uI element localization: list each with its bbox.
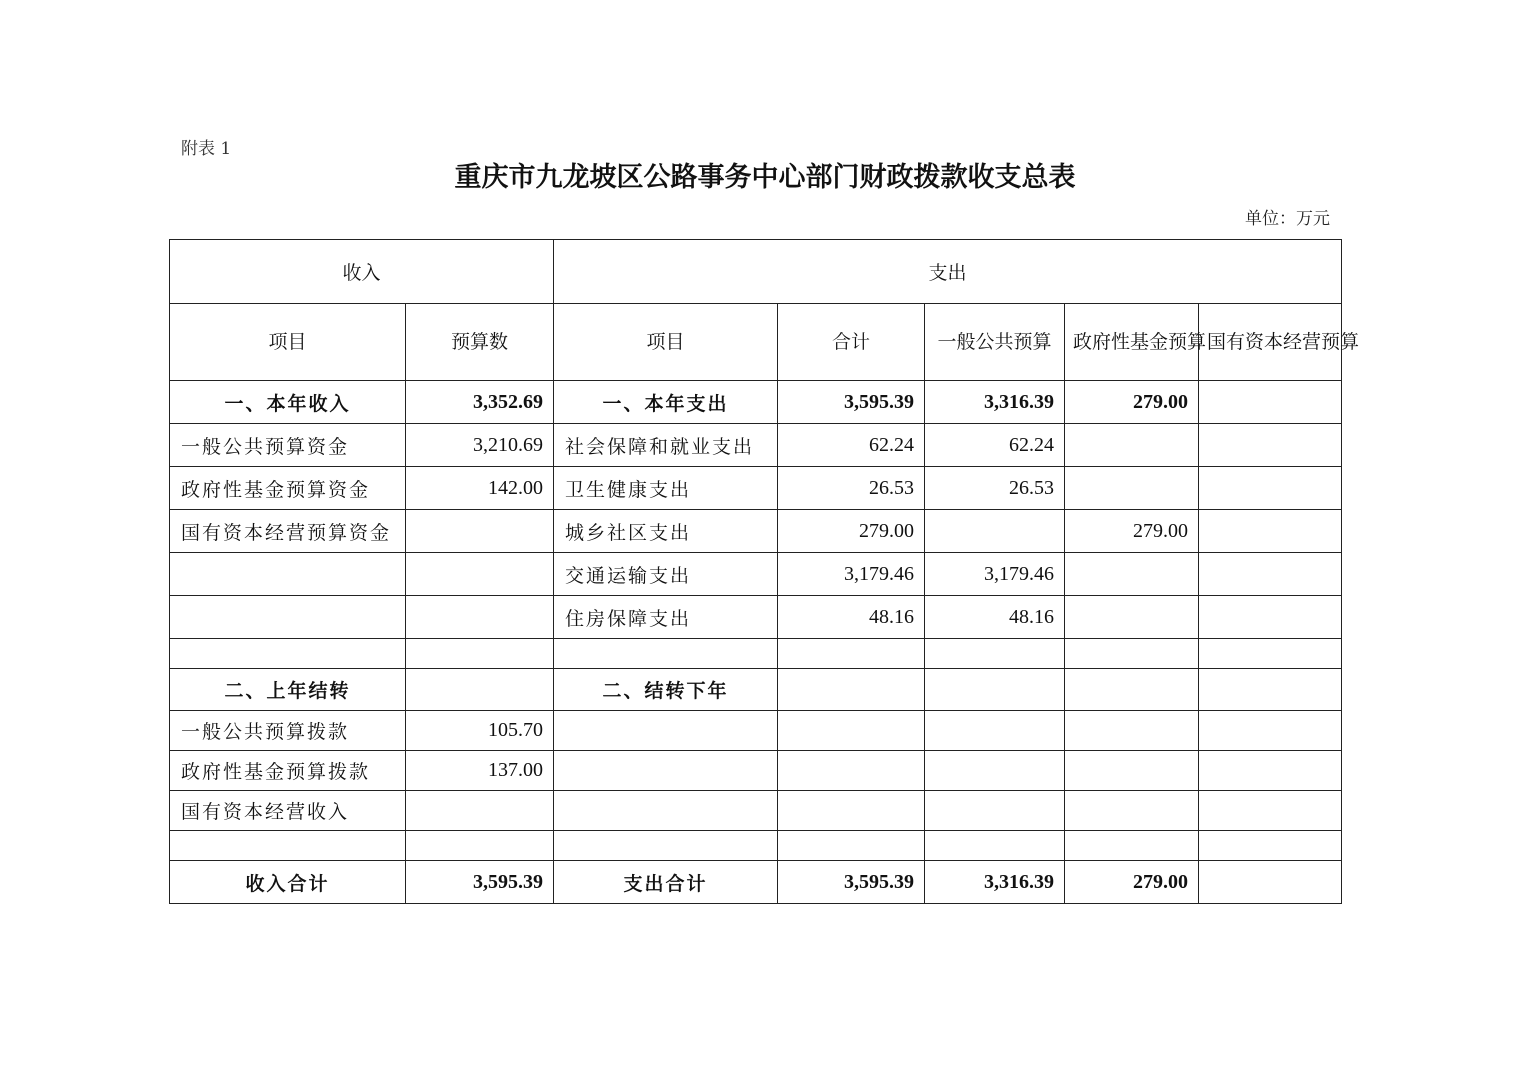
gov-fund-amount [1065, 711, 1199, 751]
general-public-amount [925, 669, 1065, 711]
income-item-header: 项目 [170, 304, 406, 381]
state-capital-amount [1199, 669, 1342, 711]
income-item [170, 639, 406, 669]
income-amount [406, 553, 554, 596]
header-row-sub [170, 304, 1342, 381]
table-row [170, 669, 1342, 711]
income-item [170, 831, 406, 861]
expense-item: 住房保障支出 [554, 596, 778, 639]
expense-total [778, 831, 925, 861]
table-row [170, 596, 1342, 639]
expense-total: 3,595.39 [778, 381, 925, 424]
gov-fund-amount [1065, 791, 1199, 831]
gov-fund-amount [1065, 553, 1199, 596]
gov-fund-amount [1065, 831, 1199, 861]
income-amount: 3,210.69 [406, 424, 554, 467]
gov-fund-header: 政府性基金预算 [1065, 304, 1199, 381]
unit-label: 单位：万元 [1245, 209, 1330, 229]
income-budget-header: 预算数 [406, 304, 554, 381]
state-capital-amount [1199, 553, 1342, 596]
expense-total-label: 支出合计 [554, 861, 778, 904]
general-public-amount: 48.16 [925, 596, 1065, 639]
expense-item: 交通运输支出 [554, 553, 778, 596]
general-public-amount [925, 639, 1065, 669]
income-item: 一般公共预算资金 [170, 424, 406, 467]
expense-total: 26.53 [778, 467, 925, 510]
income-item: 国有资本经营预算资金 [170, 510, 406, 553]
expense-total [778, 791, 925, 831]
general-public-amount: 3,179.46 [925, 553, 1065, 596]
general-public-amount: 26.53 [925, 467, 1065, 510]
state-capital-total [1199, 861, 1342, 904]
expense-grand-total: 3,595.39 [778, 861, 925, 904]
totals-row [170, 861, 1342, 904]
income-amount [406, 510, 554, 553]
income-header: 收入 [170, 240, 554, 304]
income-item: 一般公共预算拨款 [170, 711, 406, 751]
expense-header: 支出 [554, 240, 1342, 304]
income-item: 国有资本经营收入 [170, 791, 406, 831]
state-capital-amount [1199, 510, 1342, 553]
general-public-total: 3,316.39 [925, 861, 1065, 904]
expense-total [778, 639, 925, 669]
income-item: 二、上年结转 [170, 669, 406, 711]
general-public-amount [925, 791, 1065, 831]
expense-item: 社会保障和就业支出 [554, 424, 778, 467]
expense-item [554, 751, 778, 791]
table-row [170, 553, 1342, 596]
income-amount [406, 669, 554, 711]
income-amount: 105.70 [406, 711, 554, 751]
state-capital-amount [1199, 596, 1342, 639]
expense-total [778, 669, 925, 711]
expense-item: 二、结转下年 [554, 669, 778, 711]
expense-total: 3,179.46 [778, 553, 925, 596]
state-capital-amount [1199, 424, 1342, 467]
expense-item: 一、本年支出 [554, 381, 778, 424]
budget-summary-table [169, 239, 1360, 904]
state-capital-amount [1199, 831, 1342, 861]
state-capital-amount [1199, 467, 1342, 510]
general-public-amount [925, 751, 1065, 791]
expense-item [554, 831, 778, 861]
state-capital-amount [1199, 381, 1342, 424]
gov-fund-amount [1065, 467, 1199, 510]
table-row [170, 510, 1342, 553]
general-public-amount: 62.24 [925, 424, 1065, 467]
income-item: 政府性基金预算资金 [170, 467, 406, 510]
income-amount [406, 831, 554, 861]
expense-total [778, 711, 925, 751]
header-row-top [170, 240, 1342, 304]
general-public-amount [925, 510, 1065, 553]
general-public-amount [925, 711, 1065, 751]
state-capital-amount [1199, 711, 1342, 751]
gov-fund-amount [1065, 639, 1199, 669]
general-public-amount: 3,316.39 [925, 381, 1065, 424]
income-item [170, 553, 406, 596]
expense-item: 城乡社区支出 [554, 510, 778, 553]
expense-item-header: 项目 [554, 304, 778, 381]
state-capital-amount [1199, 791, 1342, 831]
gov-fund-amount [1065, 424, 1199, 467]
expense-total-header: 合计 [778, 304, 925, 381]
gov-fund-total: 279.00 [1065, 861, 1199, 904]
table-row [170, 467, 1342, 510]
gov-fund-amount: 279.00 [1065, 510, 1199, 553]
income-amount: 142.00 [406, 467, 554, 510]
general-public-header: 一般公共预算 [925, 304, 1065, 381]
gov-fund-amount [1065, 751, 1199, 791]
general-public-amount [925, 831, 1065, 861]
table-row [170, 639, 1342, 669]
income-amount: 3,352.69 [406, 381, 554, 424]
expense-item: 卫生健康支出 [554, 467, 778, 510]
gov-fund-amount [1065, 669, 1199, 711]
expense-total: 62.24 [778, 424, 925, 467]
income-item: 政府性基金预算拨款 [170, 751, 406, 791]
table-row [170, 791, 1342, 831]
income-amount [406, 596, 554, 639]
table-row [170, 831, 1342, 861]
income-amount: 137.00 [406, 751, 554, 791]
document-title: 重庆市九龙坡区公路事务中心部门财政拨款收支总表 [454, 162, 1076, 193]
income-total-label: 收入合计 [170, 861, 406, 904]
income-item [170, 596, 406, 639]
expense-total: 279.00 [778, 510, 925, 553]
table-row [170, 751, 1342, 791]
income-amount [406, 639, 554, 669]
income-total-amount: 3,595.39 [406, 861, 554, 904]
gov-fund-amount [1065, 596, 1199, 639]
table-row [170, 424, 1342, 467]
expense-item [554, 639, 778, 669]
expense-item [554, 791, 778, 831]
state-capital-amount [1199, 639, 1342, 669]
expense-total [778, 751, 925, 791]
gov-fund-amount: 279.00 [1065, 381, 1199, 424]
table-row [170, 711, 1342, 751]
state-capital-amount [1199, 751, 1342, 791]
income-amount [406, 791, 554, 831]
attachment-label: 附表 1 [181, 139, 232, 159]
table-row [170, 381, 1342, 424]
expense-item [554, 711, 778, 751]
income-item: 一、本年收入 [170, 381, 406, 424]
state-capital-header: 国有资本经营预算 [1199, 304, 1342, 381]
expense-total: 48.16 [778, 596, 925, 639]
